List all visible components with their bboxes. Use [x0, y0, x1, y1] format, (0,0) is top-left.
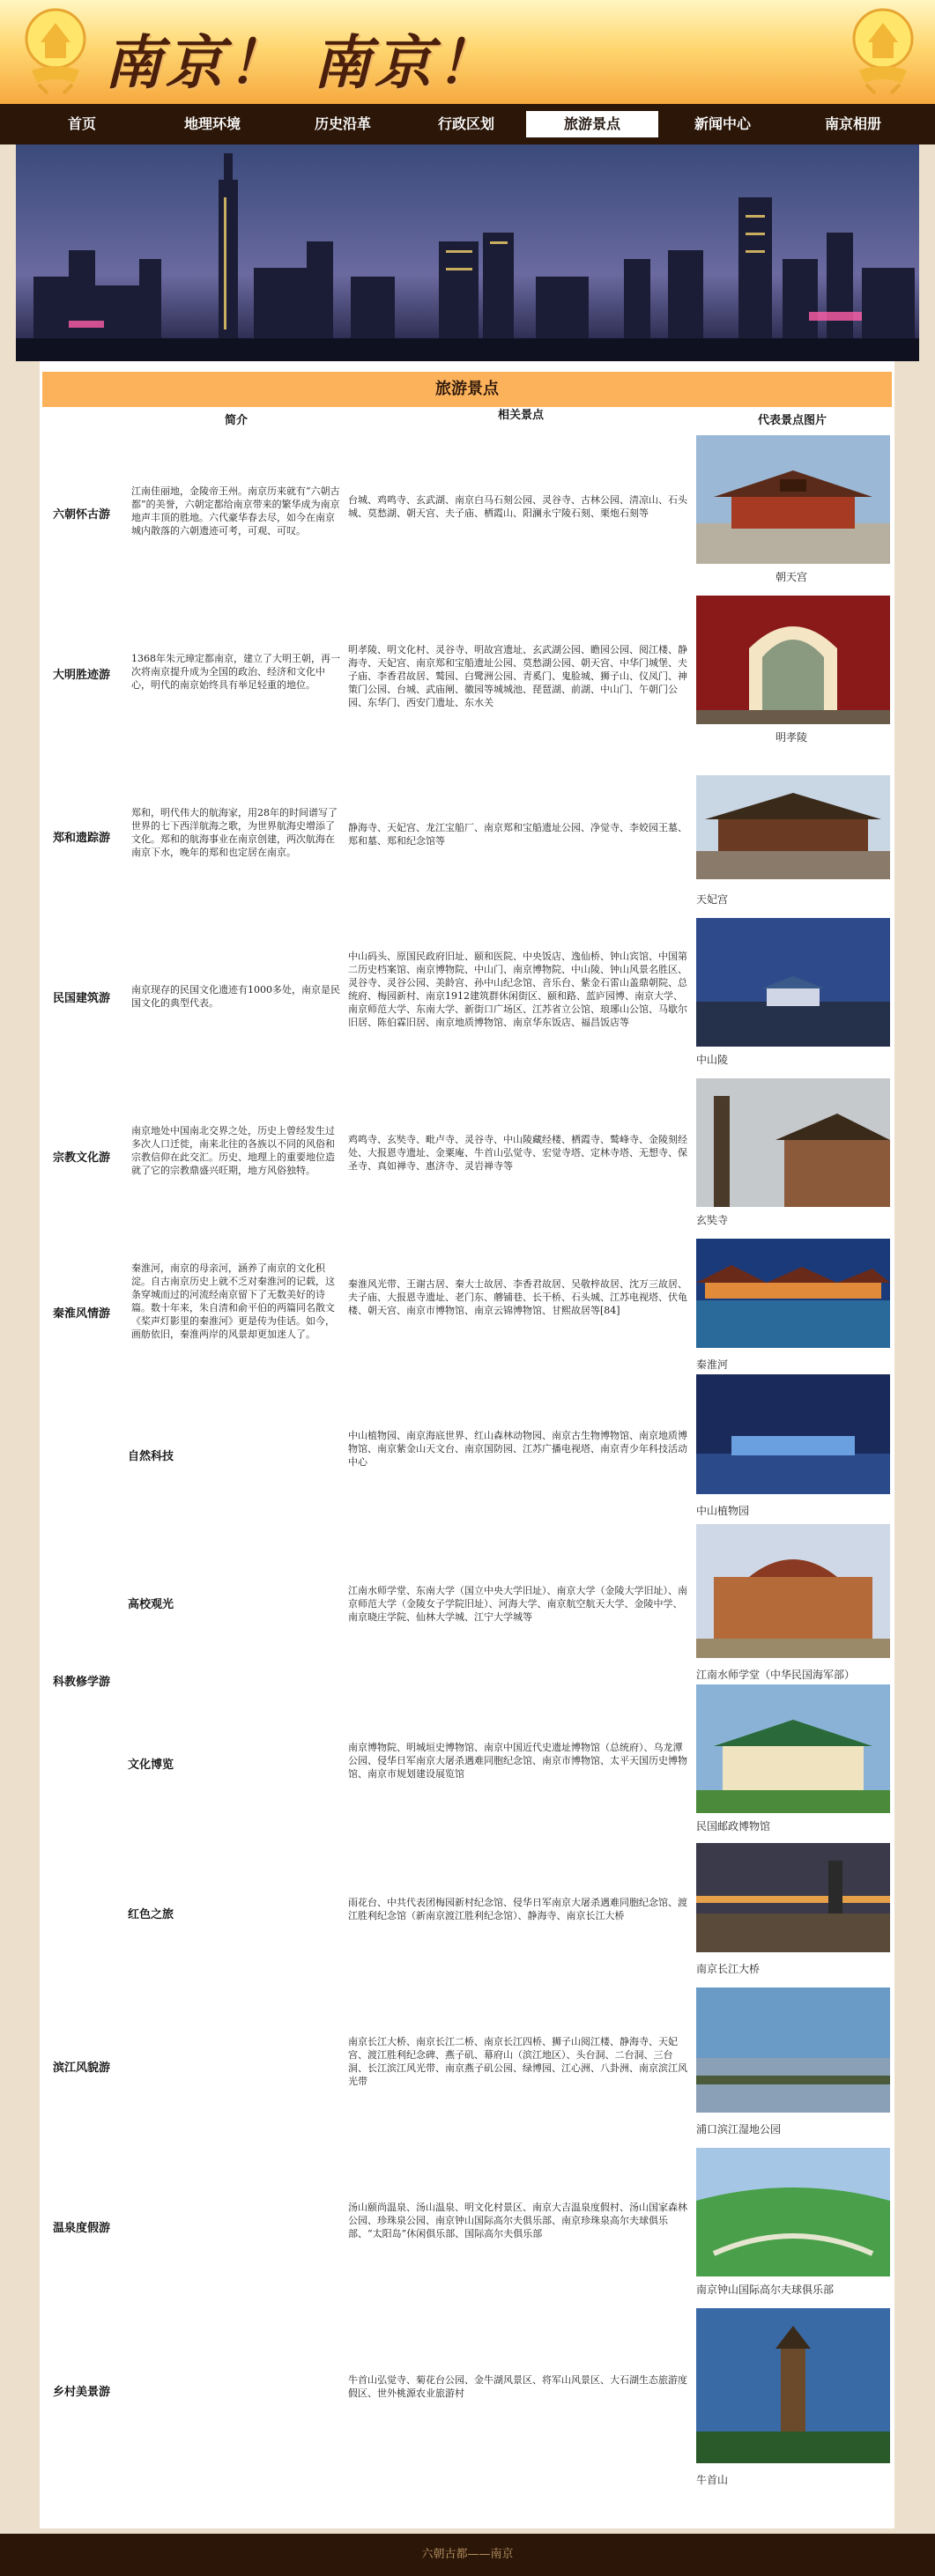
route-subcategory: 文化博览: [128, 1758, 174, 1772]
photo-caption: 牛首山: [696, 2474, 729, 2486]
photo-caption: 天妃宫: [696, 893, 729, 906]
nav-home[interactable]: 首页: [67, 115, 96, 132]
route-name: 宗教文化游: [52, 1151, 110, 1165]
route-sites: 中山植物园、南京海底世界、红山森林动物园、南京古生物博物馆、南京地质博物馆、南京紫金山天文台、南京国防园、江苏广播电视塔、南京青少年科技活动中心: [348, 1430, 687, 1468]
route-subcategory: 红色之旅: [128, 1908, 174, 1921]
col-photo-header: 代表景点图片: [758, 414, 827, 427]
tourism-content: [40, 361, 894, 2528]
photo-jiangnan-naval: [696, 1524, 890, 1658]
route-name: 六朝怀古游: [52, 508, 110, 522]
photo-zhongshan-botanical: [696, 1374, 890, 1494]
col-sites-header: 相关景点: [498, 409, 545, 422]
photo-golf-club: [696, 2148, 890, 2276]
route-name: 秦淮风情游: [52, 1307, 110, 1321]
site-header: [0, 0, 935, 104]
site-footer: 六朝古都——南京: [0, 2534, 935, 2576]
route-name: 滨江风貌游: [52, 2062, 110, 2075]
route-sites: 汤山颐尚温泉、汤山温泉、明文化村景区、南京大吉温泉度假村、汤山国家森林公园、珍珠泉公园、南京钟山国际高尔夫俱乐部、南京珍珠泉高尔夫球俱乐部、“太阳岛”休闲俱乐部、国际高尔夫俱乐部: [348, 2202, 687, 2239]
route-sites: 南京博物院、明城垣史博物馆、南京中国近代史遗址博物馆（总统府）、乌龙潭公园、侵华日军南京大屠杀遇难同胞纪念馆、南京市博物馆、太平天国历史博物馆、南京市规划建设展览馆: [348, 1742, 687, 1780]
section-title: 旅游景点: [42, 372, 892, 407]
photo-qinhuai: [696, 1239, 890, 1348]
route-intro: 郑和，明代伟大的航海家，用28年的时间谱写了世界的七下西洋航海之歌，为世界航海史增添了文化。郑和的航海事业在南京创建，两次航海在南京下水，晚年的郑和也定居在南京。: [131, 807, 338, 858]
nav-geography[interactable]: 地理环境: [183, 115, 241, 132]
route-sites: 江南水师学堂、东南大学（国立中央大学旧址）、南京大学（金陵大学旧址）、南京师范大学（金陵女子学院旧址）、河海大学、南京航空航天大学、金陵中学、南京晓庄学院、仙林大学城、江宁大学城等: [348, 1585, 687, 1623]
nav-districts[interactable]: 行政区划: [437, 115, 494, 132]
photo-xiaoling: [696, 596, 890, 724]
city-emblem-icon: [850, 7, 916, 95]
photo-postal-museum: [696, 1684, 890, 1813]
city-skyline-banner: [16, 144, 919, 361]
route-intro: 南京地处中国南北交界之处，历史上曾经发生过多次人口迁徙，南来北往的各族以不同的风俗和宗教信仰在此交汇。历史、地理上的重要地位造就了它的宗教鼎盛兴旺期，地方风俗独特。: [131, 1125, 335, 1176]
col-intro-header: 简介: [225, 414, 249, 427]
route-sites: 秦淮风光带、王谢古居、秦大士故居、李香君故居、吴敬梓故居、沈万三故居、夫子庙、大报恩寺遗址、老门东、蘑铺巷、长干桥、石头城、江苏电视塔、伏龟楼、朝天宫、南京市博物馆、南京云锦博物馆、甘熙故居等[84]: [348, 1278, 687, 1316]
photo-tianfeigong: [696, 775, 890, 879]
photo-caption: 南京钟山国际高尔夫球俱乐部: [696, 2284, 835, 2296]
photo-caption: 明孝陵: [775, 731, 808, 744]
main-nav: [0, 104, 935, 144]
photo-caption: 中山植物园: [696, 1505, 750, 1517]
photo-xuanzangsi: [696, 1078, 890, 1207]
route-sites: 明孝陵、明文化村、灵谷寺、明故宫遗址、玄武湖公园、瞻园公园、阅江楼、静海寺、天妃宫、南京郑和宝船遗址公园、莫愁湖公园、朝天宫、中华门城堡、夫子庙、李香君故居、鹫园、白鹭洲公园、青奚门、鬼脸城、狮子山、仪凤门、神策门公园、台城、武庙闸、徽园等城城池、琵琶湖、前湖、中山门、午朝门公园、东华门、西安门遗址、东水关: [348, 644, 687, 708]
route-name: 大明胜迹游: [52, 669, 110, 682]
city-emblem-icon: [23, 7, 88, 95]
route-intro: 南京现存的民国文化遗迹有1000多处，南京是民国文化的典型代表。: [131, 984, 340, 1009]
photo-zhongshanling: [696, 918, 890, 1047]
photo-niushoushan: [696, 2308, 890, 2463]
route-sites: 南京长江大桥、南京长江二桥、南京长江四桥、狮子山阅江楼、静海寺、天妃宫、渡江胜利纪念碑、燕子矶、幕府山（滨江地区）、头台洞、二台洞、三台洞、长江滨江风光带、南京燕子矶公园、绿博园、江心洲、八卦洲、南京滨江风光带: [348, 2036, 687, 2087]
route-intro: 1368年朱元璋定都南京，建立了大明王朝，再一次将南京提升成为全国的政治、经济和文化中心，明代的南京始终具有举足轻重的地位。: [131, 653, 340, 691]
route-subcategory: 高校观光: [128, 1598, 174, 1611]
route-sites: 牛首山弘觉寺、菊花台公园、金牛湖风景区、将军山风景区、大石湖生态旅游度假区、世外桃源农业旅游村: [348, 2374, 687, 2399]
photo-caption: 玄奘寺: [696, 1214, 729, 1226]
route-intro: 江南佳丽地，金陵帝王州。南京历来就有“六朝古都”的美誉，六朝定都给南京带来的繁华成为南京地声丰顶的胜地。六代豪华春去尽，如今在南京城内散落的六朝遗迹可考，可观、可叹。: [131, 485, 340, 537]
photo-caption: 江南水师学堂（中华民国海军部）: [696, 1669, 856, 1681]
photo-caption: 浦口滨江湿地公园: [696, 2123, 782, 2136]
route-name: 科教修学游: [52, 1676, 110, 1689]
photo-caption: 中山陵: [696, 1054, 729, 1066]
route-name: 郑和遗踪游: [52, 832, 110, 845]
route-name: 温泉度假游: [52, 2222, 110, 2235]
route-name: 民国建筑游: [52, 992, 110, 1005]
route-name: 乡村美景游: [52, 2386, 110, 2399]
photo-pukou-wetland: [696, 1988, 890, 2113]
nav-album[interactable]: 南京相册: [824, 115, 881, 132]
route-intro: 秦淮河，南京的母亲河，涵养了南京的文化积淀。自古南京历史上就不乏对秦淮河的记载，这条穿城而过的河流经南京留下了无数美好的诗篇。数十年来，朱自清和俞平伯的两篇同名散文《桨声灯影里的秦淮河》更是传为佳话。如今，画舫依旧，秦淮两岸的风景却更加迷人了。: [131, 1262, 335, 1340]
route-sites: 静海寺、天妃宫、龙江宝船厂、南京郑和宝船遗址公园、净觉寺、李姣园王墓、郑和墓、郑和纪念馆等: [348, 822, 687, 847]
route-sites: 雨花台、中共代表团梅园新村纪念馆、侵华日军南京大屠杀遇难同胞纪念馆、渡江胜利纪念馆（新南京渡江胜利纪念馆）、静海寺、南京长江大桥: [348, 1897, 687, 1921]
route-sites: 中山码头、原国民政府旧址、颐和医院、中央饭店、逸仙桥、钟山宾馆、中国第二历史档案馆、南京博物院、中山门、南京博物院、中山陵、钟山风景名胜区、灵谷寺、灵谷公园、美龄宫、孙中山纪念馆、音乐台、紫金石雷山盖鼎朝院、总统府、梅园新村、南京1912建筑群休闲街区、颐和路、蓝庐园博、南京大学、南京师范大学、东南大学、新街口广场区、江苏省立公馆、琅琊山公馆、马歇尔旧居、陈伯霖旧居、南京地质博物馆、南京华东饭店、福昌饭店等: [348, 951, 687, 1028]
photo-yangtze-bridge: [696, 1843, 890, 1952]
site-title: 南京！ 南京！: [104, 29, 498, 97]
route-subcategory: 自然科技: [128, 1450, 174, 1463]
photo-caption: 民国邮政博物馆: [696, 1820, 771, 1832]
photo-caption: 朝天宫: [775, 571, 808, 583]
route-sites: 台城、鸡鸣寺、玄武湖、南京白马石刻公园、灵谷寺、古林公园、清凉山、石头城、莫愁湖、朝天宫、夫子庙、栖霞山、阳澜永宁陵石刻、栗炮石刻等: [348, 494, 687, 519]
photo-caption: 秦淮河: [696, 1358, 729, 1371]
photo-chaotiangong: [696, 435, 890, 564]
nav-history[interactable]: 历史沿革: [314, 115, 371, 132]
nav-tourism[interactable]: 旅游景点: [526, 111, 658, 137]
nav-news[interactable]: 新闻中心: [694, 115, 751, 132]
photo-caption: 南京长江大桥: [696, 1963, 761, 1975]
route-sites: 鸡鸣寺、玄奘寺、毗卢寺、灵谷寺、中山陵藏经楼、栖霞寺、鹫峰寺、金陵刻经处、大报恩寺遗址、金粟庵、牛首山弘觉寺、宏觉寺塔、定林寺塔、无想寺、保圣寺、真如禅寺、惠济寺、灵岩禅寺等: [348, 1134, 687, 1172]
